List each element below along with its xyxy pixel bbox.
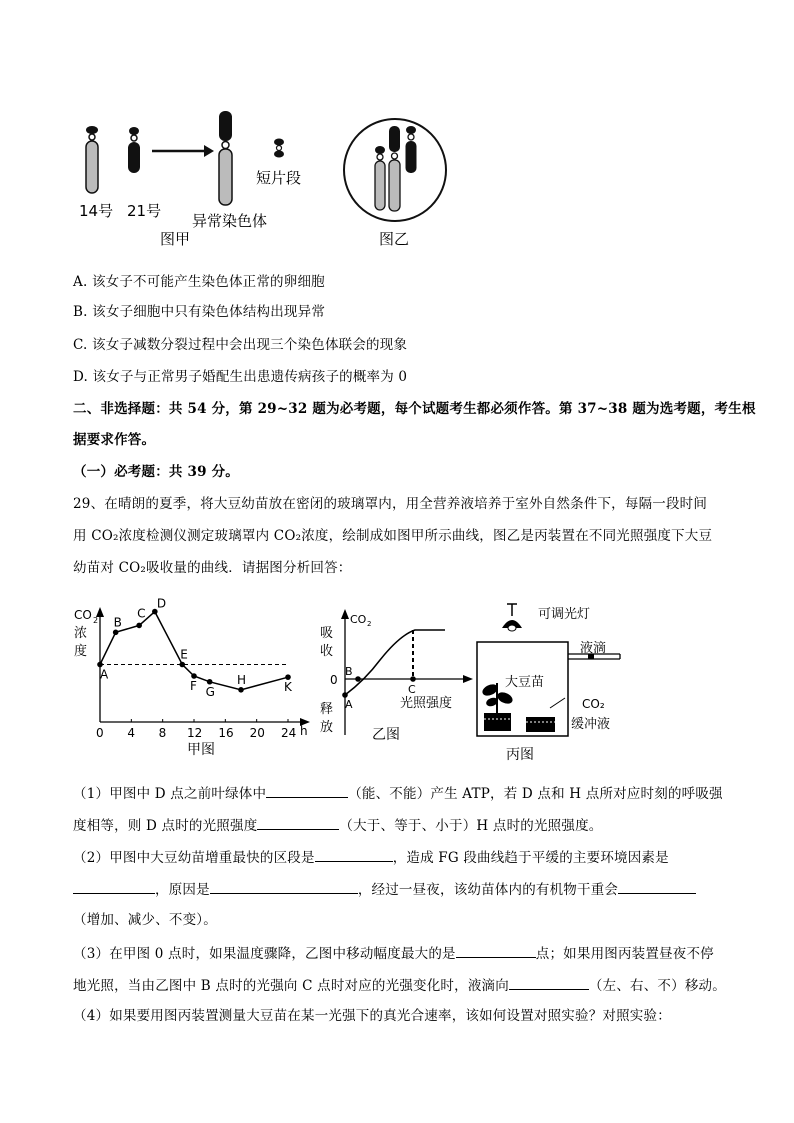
data-point-h bbox=[238, 687, 244, 693]
q29-line3: 幼苗对 CO₂吸收量的曲线．请据图分析回答： bbox=[73, 560, 352, 576]
point-label-f: F bbox=[190, 679, 197, 693]
point-label-k: K bbox=[284, 680, 292, 695]
y-label-nong: 浓 bbox=[74, 626, 88, 641]
q2-line1 bbox=[73, 847, 669, 867]
point-c bbox=[410, 676, 416, 682]
q4-line1: （4）如果要用图丙装置测量大豆苗在某一光强下的真光合速率，该如何设置对照实验？对照实验： bbox=[73, 1008, 671, 1024]
x-tick-label: 24 bbox=[281, 726, 297, 740]
x-tick-label: 4 bbox=[127, 726, 135, 740]
point-a bbox=[342, 692, 348, 698]
q1-text-d: （大于、等于、小于）H 点时的光照强度。 bbox=[339, 818, 603, 834]
x-label: 光照强度 bbox=[400, 696, 453, 711]
label-abnormal-chromosome: 异常染色体 bbox=[192, 212, 268, 230]
y-axis-arrow-icon bbox=[341, 609, 349, 619]
data-point-k bbox=[285, 674, 291, 680]
label-21: 21号 bbox=[127, 202, 162, 220]
point-label-g: G bbox=[205, 684, 215, 699]
q3-text-c: 地光照，当由乙图中 B 点时的光强向 C 点时对应的光强变化时，液滴向 bbox=[73, 978, 509, 994]
data-point-g bbox=[207, 679, 213, 685]
answer-blank[interactable] bbox=[257, 815, 339, 830]
q2-line2 bbox=[73, 879, 696, 899]
data-point-c bbox=[136, 623, 142, 629]
label-c: C bbox=[408, 683, 416, 696]
q3-text-d: （左、右、不）移动。 bbox=[588, 978, 726, 994]
x-tick-label: 16 bbox=[218, 726, 234, 740]
q29-line2: 用 CO₂浓度检测仪测定玻璃罩内 CO₂浓度，绘制成如图甲所示曲线，图乙是丙装置在不同光照强度下大豆 bbox=[73, 528, 713, 544]
buffer-label-1: CO₂ bbox=[582, 697, 605, 711]
point-label-e: E bbox=[180, 647, 188, 662]
plant-label: 大豆苗 bbox=[505, 675, 545, 690]
answer-blank[interactable] bbox=[266, 783, 348, 798]
q2-text-e: （增加、减少、不变）。 bbox=[73, 912, 217, 928]
section2-sub1: （一）必考题：共 39 分。 bbox=[73, 464, 239, 480]
q1-text-b: （能、不能）产生 ATP，若 D 点和 H 点所对应时刻的呼吸强 bbox=[348, 786, 723, 802]
buffer-label-2: 缓冲液 bbox=[571, 717, 611, 732]
q3-text-b: 点；如果用图丙装置昼夜不停 bbox=[535, 946, 714, 962]
chromosome-21-icon bbox=[128, 127, 140, 173]
section2-line2: 据要求作答。 bbox=[73, 432, 156, 448]
option-d bbox=[73, 368, 407, 386]
data-point-f bbox=[191, 673, 197, 679]
q2-text-a: （2）甲图中大豆幼苗增重最快的区段是 bbox=[73, 850, 315, 866]
point-label-d: D bbox=[156, 596, 167, 611]
answer-blank[interactable] bbox=[315, 847, 393, 862]
figure-yi-cell bbox=[344, 119, 446, 221]
x-tick-label: 20 bbox=[249, 726, 265, 740]
lamp-icon bbox=[502, 604, 522, 631]
option-letter: A. bbox=[73, 274, 88, 290]
data-point-b bbox=[113, 630, 119, 636]
q2-line3 bbox=[73, 911, 217, 929]
q29-line1: 29、在晴朗的夏季，将大豆幼苗放在密闭的玻璃罩内，用全营养液培养于室外自然条件下，每隔一段时间 bbox=[73, 496, 708, 512]
y-label-du: 度 bbox=[74, 644, 88, 659]
lamp-label: 可调光灯 bbox=[538, 607, 591, 622]
y-label-co2: CO bbox=[350, 613, 367, 626]
droplet-label: 液滴 bbox=[580, 641, 607, 656]
photosynthesis-curve bbox=[345, 630, 445, 695]
arrow-right-icon bbox=[152, 145, 214, 157]
data-point-e bbox=[179, 662, 185, 668]
option-text: 该女子减数分裂过程中会出现三个染色体联会的现象 bbox=[92, 337, 408, 353]
label-a: A bbox=[345, 698, 353, 711]
option-c bbox=[73, 336, 407, 354]
option-a bbox=[73, 273, 325, 291]
y-label-sub: 2 bbox=[367, 620, 372, 628]
chart-yi-caption: 乙图 bbox=[372, 727, 400, 743]
q3-line2 bbox=[73, 975, 726, 995]
y-label-co2: CO bbox=[74, 608, 92, 622]
label-14: 14号 bbox=[79, 202, 114, 220]
point-label-c: C bbox=[137, 606, 146, 621]
chromosome-figure bbox=[0, 0, 794, 260]
q2-text-b: ，造成 FG 段曲线趋于平缓的主要环境因素是 bbox=[392, 850, 669, 866]
q3-line1 bbox=[73, 943, 714, 963]
figure-jia-caption: 图甲 bbox=[160, 230, 191, 248]
abnormal-chromosome-icon bbox=[219, 111, 232, 205]
label-xi: 吸 bbox=[320, 626, 334, 641]
option-text: 该女子细胞中只有染色体结构出现异常 bbox=[92, 304, 326, 320]
data-point-a bbox=[97, 662, 103, 668]
option-b bbox=[73, 303, 325, 321]
x-tick-label: 0 bbox=[96, 726, 104, 740]
x-axis-unit: h bbox=[300, 724, 308, 738]
label-shou: 收 bbox=[320, 644, 334, 659]
q2-text-d: ，经过一昼夜，该幼苗体内的有机物干重会 bbox=[357, 882, 619, 898]
q3-text-a: （3）在甲图 0 点时，如果温度骤降，乙图中移动幅度最大的是 bbox=[73, 946, 456, 962]
point-label-b: B bbox=[113, 615, 122, 630]
y-label-sub: 2 bbox=[93, 616, 99, 625]
apparatus-caption: 丙图 bbox=[506, 747, 534, 763]
q2-text-c: ，原因是 bbox=[155, 882, 210, 898]
option-text: 该女子与正常男子婚配生出患遗传病孩子的概率为 0 bbox=[92, 369, 408, 385]
point-label-h: H bbox=[237, 672, 247, 687]
buffer-beaker-icon bbox=[526, 717, 555, 732]
chart-jia-caption: 甲图 bbox=[187, 742, 215, 758]
figure-yi-caption: 图乙 bbox=[379, 230, 410, 248]
q1-text-c: 度相等，则 D 点时的光照强度 bbox=[73, 818, 258, 834]
option-text: 该女子不可能产生染色体正常的卵细胞 bbox=[91, 274, 325, 290]
section2-line1: 二、非选择题：共 54 分，第 29~32 题为必考题，每个试题考生都必须作答。第 37~38 题为选考题，考生根 bbox=[73, 401, 756, 417]
label-shi: 释 bbox=[320, 702, 334, 717]
label-b: B bbox=[345, 665, 353, 678]
answer-blank[interactable] bbox=[73, 879, 155, 894]
option-letter: D. bbox=[73, 369, 89, 385]
answer-blank[interactable] bbox=[456, 943, 536, 958]
q1-line2 bbox=[73, 815, 602, 835]
point-label-a: A bbox=[100, 667, 109, 682]
answer-blank[interactable] bbox=[618, 879, 696, 894]
chromosome-14-icon bbox=[86, 126, 98, 193]
option-letter: C. bbox=[73, 337, 88, 353]
q1-line1 bbox=[73, 783, 723, 803]
x-tick-label: 8 bbox=[158, 726, 167, 740]
label-short-fragment: 短片段 bbox=[256, 169, 302, 187]
option-letter: B. bbox=[73, 304, 88, 320]
answer-blank[interactable] bbox=[509, 975, 589, 990]
label-origin: 0 bbox=[330, 673, 338, 687]
label-fang: 放 bbox=[320, 720, 334, 735]
q1-text-a: （1）甲图中 D 点之前叶绿体中 bbox=[73, 786, 267, 802]
answer-blank[interactable] bbox=[210, 879, 358, 894]
point-b bbox=[355, 676, 361, 682]
x-tick-label: 12 bbox=[187, 726, 203, 740]
short-fragment-icon bbox=[274, 139, 284, 158]
